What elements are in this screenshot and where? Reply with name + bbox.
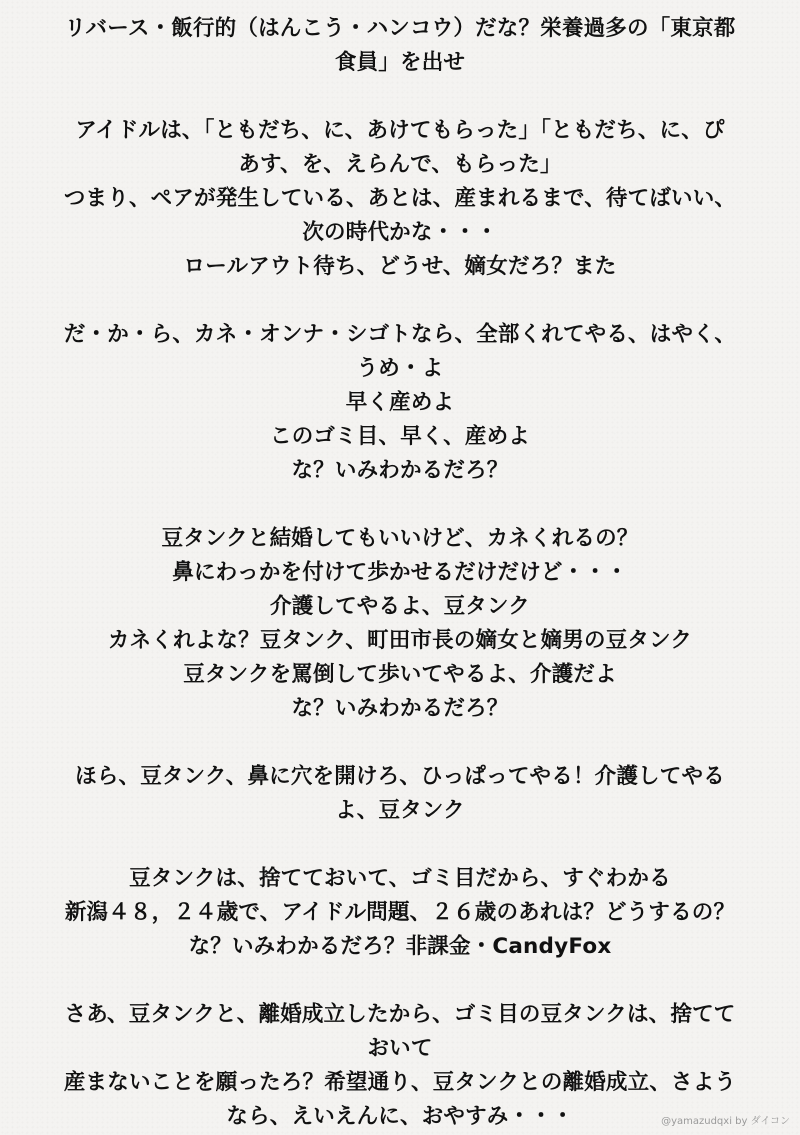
text-line: 豆タンクと結婚してもいいけど、カネくれるの？ xyxy=(161,526,639,551)
text-line: 次の時代かな・・・ xyxy=(302,220,498,245)
text-line: だ・か・ら、カネ・オンナ・シゴトなら、全部くれてやる、はやく、 xyxy=(63,322,737,347)
text-line: おいて xyxy=(367,1036,433,1061)
blank-line xyxy=(16,284,784,318)
text-line: あす、を、えらんで、もらった」 xyxy=(238,152,562,177)
text-line: 産まないことを願ったろ？希望通り、豆タンクとの離婚成立、さよう xyxy=(63,1070,737,1095)
blank-line xyxy=(16,80,784,114)
text-line: な？いみわかるだろ？ xyxy=(291,458,509,483)
text-line: ほら、豆タンク、鼻に穴を開けろ、ひっぱってやる！介護してやる xyxy=(75,764,725,789)
text-line: 食員」を出せ xyxy=(334,50,466,75)
text-line: な？いみわかるだろ？非課金・CandyFox xyxy=(188,934,612,959)
blank-line xyxy=(16,488,784,522)
text-line: このゴミ目、早く、産めよ xyxy=(270,424,530,449)
text-line: 豆タンクは、捨てておいて、ゴミ目だから、すぐわかる xyxy=(129,866,671,891)
text-line: なら、えいえんに、おやすみ・・・ xyxy=(226,1104,574,1129)
text-line: 早く産めよ xyxy=(345,390,455,415)
text-line: ロールアウト待ち、どうせ、嫡女だろ？また xyxy=(183,254,617,279)
text-line: 新潟４８，２４歳で、アイドル問題、２６歳のあれは？どうするの？ xyxy=(64,900,736,925)
text-line: リバース・飯行的（はんこう・ハンコウ）だな？栄養過多の「東京都 xyxy=(64,16,736,41)
text-line: 介護してやるよ、豆タンク xyxy=(270,594,530,619)
text-line: 鼻にわっかを付けて歩かせるだけだけど・・・ xyxy=(172,560,628,585)
blank-line xyxy=(16,828,784,862)
text-line: な？いみわかるだろ？ xyxy=(291,696,509,721)
text-line: うめ・よ xyxy=(356,356,444,381)
text-line: よ、豆タンク xyxy=(335,798,465,823)
credit-watermark: @yamazudqxi by ダイコン xyxy=(661,1116,790,1127)
text-line: カネくれよな？豆タンク、町田市長の嫡女と嫡男の豆タンク xyxy=(107,628,693,653)
text-line: アイドルは、「ともだち、に、あけてもらった」「ともだち、に、ぴ xyxy=(75,118,725,143)
text-line: さあ、豆タンクと、離婚成立したから、ゴミ目の豆タンクは、捨てて xyxy=(64,1002,736,1027)
text-line: 豆タンクを罵倒して歩いてやるよ、介護だよ xyxy=(183,662,617,687)
blank-line xyxy=(16,964,784,998)
text-line: つまり、ペアが発生している、あとは、産まれるまで、待てばいい、 xyxy=(63,186,737,211)
note-body xyxy=(16,12,784,1134)
blank-line xyxy=(16,726,784,760)
